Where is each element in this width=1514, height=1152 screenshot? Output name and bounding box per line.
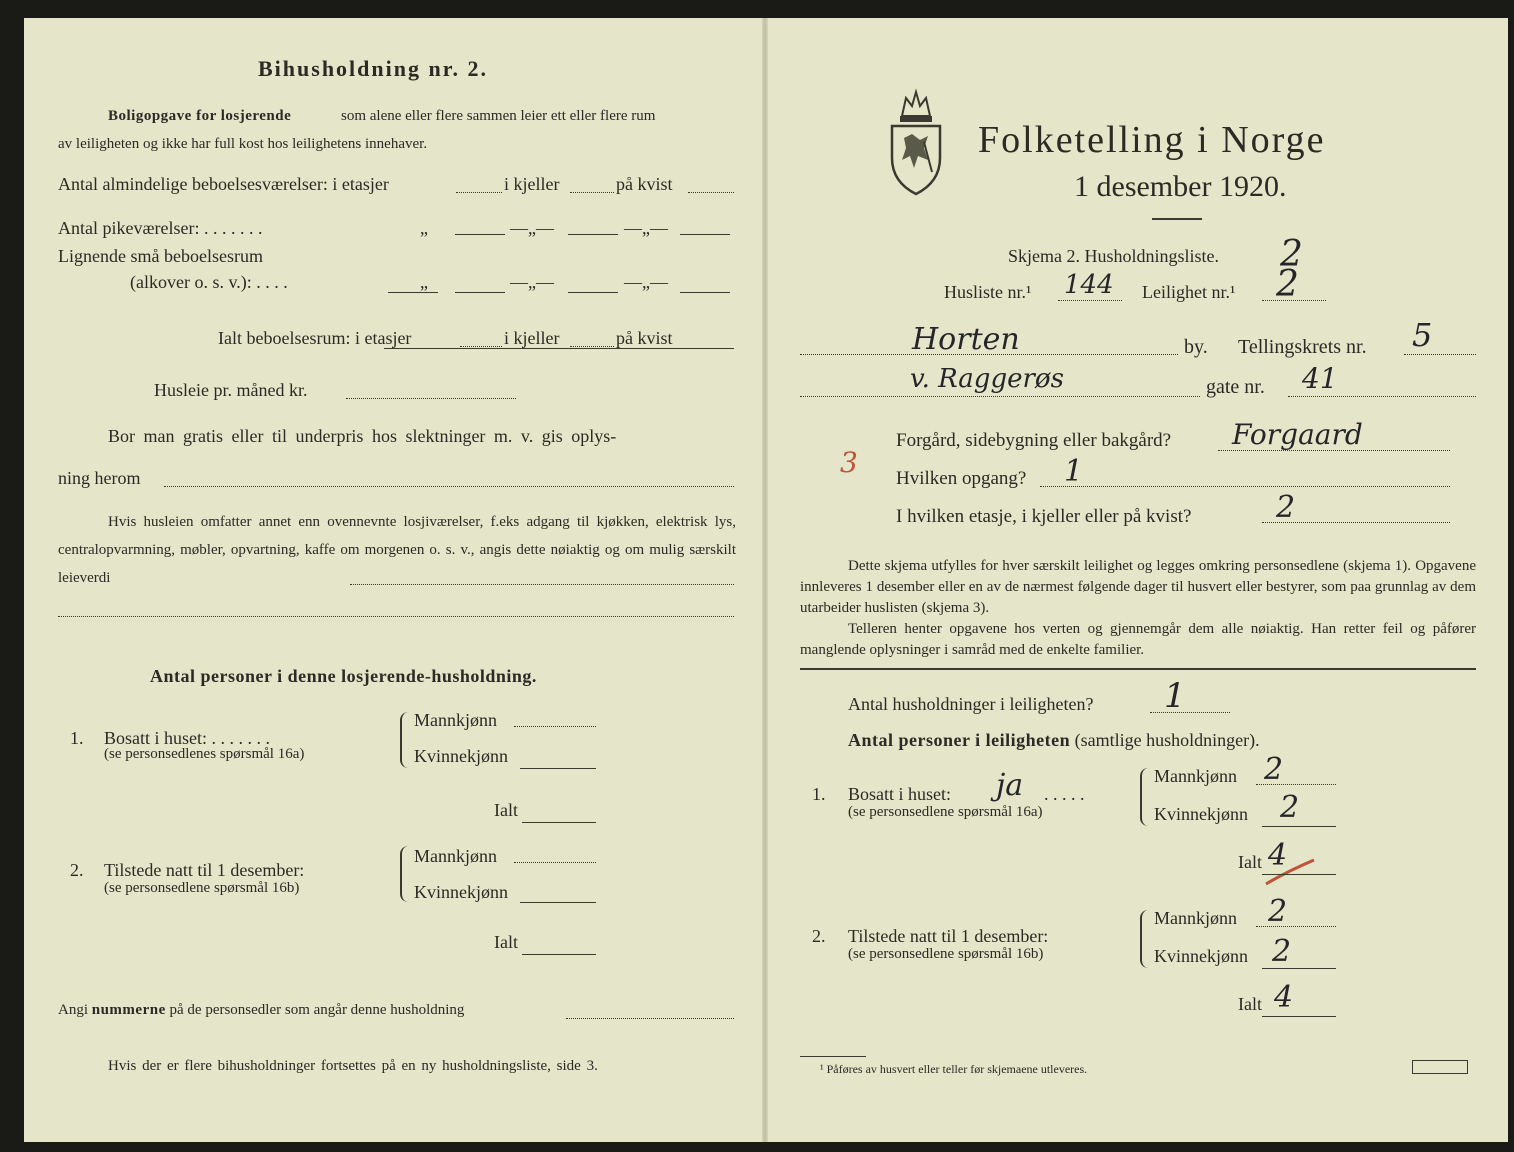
tellingskrets-field	[1404, 354, 1476, 355]
gate-field	[800, 396, 1200, 397]
right-q2-brace	[1140, 910, 1150, 968]
correction-strike-mark	[1262, 858, 1318, 888]
printer-stamp	[1412, 1060, 1468, 1074]
right-q2-sub: (se personsedlene spørsmål 16b)	[848, 946, 1044, 962]
census-date: 1 desember 1920.	[1074, 170, 1287, 203]
right-q2-ialt-field	[1262, 1016, 1336, 1017]
right-q1-dots: . . . . .	[1044, 784, 1085, 804]
rooms-kjeller-label: i kjeller	[504, 174, 560, 194]
opgang-value: 1	[1064, 454, 1084, 489]
angi-text-2: på de personsedler som angår denne husholdning	[169, 1002, 465, 1018]
right-q2-ialt-value: 4	[1274, 980, 1294, 1015]
rooms-kvist-field	[688, 192, 734, 193]
footnote: ¹ Påføres av husvert eller teller før skjemaene utleveres.	[820, 1062, 1088, 1076]
by-label: by.	[1184, 336, 1208, 358]
angi-text-1: Angi	[58, 1002, 88, 1018]
pike-field-1	[455, 234, 505, 235]
left-q2-number: 2.	[70, 860, 84, 880]
forgard-label: Forgård, sidebygning eller bakgård?	[896, 430, 1172, 451]
small-rooms-ditto: „	[420, 272, 428, 292]
right-q2-label: Tilstede natt til 1 desember:	[848, 926, 1049, 946]
rent-includes-field	[350, 584, 734, 585]
rooms-etasjer-field	[456, 192, 502, 193]
right-persons-heading	[848, 730, 1260, 751]
right-q1-sub: (se personsedlene spørsmål 16a)	[848, 804, 1043, 820]
rent-field	[346, 398, 516, 399]
etasje-value: 2	[1276, 490, 1296, 525]
page-fold	[762, 18, 768, 1142]
gate-nr-value: 41	[1302, 362, 1338, 395]
pike-ditto: „	[420, 218, 428, 238]
right-q2-kvinne: Kvinnekjønn	[1154, 946, 1248, 966]
right-q2-mann-field	[1256, 926, 1336, 927]
right-q1-kvinne-field	[1262, 826, 1336, 827]
by-value: Horten	[912, 322, 1020, 357]
gate-value: v. Raggerøs	[910, 364, 1064, 394]
right-q2-kvinne-field	[1262, 968, 1336, 969]
right-persons-heading-bold: Antal personer i leiligheten	[848, 730, 1071, 750]
small-rooms-ditto-3: —„—	[624, 272, 668, 292]
intro-bold: Boligopgave for losjerende	[108, 108, 292, 124]
left-q2-brace	[400, 846, 410, 902]
small-rooms-field-2	[568, 292, 618, 293]
left-footer: Hvis der er flere bihusholdninger fortsettes på en ny husholdningsliste, side 3.	[108, 1058, 598, 1074]
left-q1-label: Bosatt i huset: . . . . . . .	[104, 728, 270, 748]
ialt-kjeller-label: i kjeller	[504, 328, 560, 348]
small-rooms-field-3	[680, 292, 730, 293]
right-q1-mann: Mannkjønn	[1154, 766, 1237, 786]
rent-includes-field-2	[58, 616, 734, 617]
husliste-field	[1058, 300, 1122, 301]
left-q2-mann-field	[514, 862, 596, 863]
coat-of-arms-icon	[884, 86, 948, 198]
right-q2-mann-value: 2	[1268, 894, 1288, 929]
margin-mark: 3	[840, 446, 858, 479]
leilighet-label: Leilighet nr.¹	[1142, 282, 1236, 302]
husholdninger-value: 1	[1164, 676, 1186, 716]
right-q1-mann-value: 2	[1264, 752, 1284, 787]
left-q1-sub: (se personsedlenes spørsmål 16a)	[104, 746, 305, 762]
rooms-kvist-label: på kvist	[616, 174, 673, 194]
instructions-para-1: Dette skjema utfylles for hver særskilt leilighet og legges omkring personsedlene (skjema 1). Opgavene innleveres 1 desember eller en av de nærmest følgende dager til husvert eller bestyrer, som paa grunnlag av dem utarbeider huslisten (skjema 3).	[800, 558, 1476, 616]
right-q2-kvinne-value: 2	[1272, 934, 1292, 969]
rent-label: Husleie pr. måned kr.	[154, 380, 308, 400]
left-q1-number: 1.	[70, 728, 84, 748]
right-q1-kvinne: Kvinnekjønn	[1154, 804, 1248, 824]
etasje-label: I hvilken etasje, i kjeller eller på kvist?	[896, 506, 1192, 527]
husholdninger-label: Antal husholdninger i leiligheten?	[848, 694, 1094, 714]
right-q2-ialt: Ialt	[1238, 994, 1262, 1014]
gate-label: gate nr.	[1206, 376, 1265, 398]
pike-ditto-2: —„—	[510, 218, 554, 238]
husliste-value: 144	[1064, 270, 1114, 300]
small-rooms-field-0	[388, 292, 438, 293]
title-rule	[1152, 218, 1202, 220]
left-q2-ialt-field	[522, 954, 596, 955]
small-rooms-label-2: (alkover o. s. v.): . . . .	[130, 272, 288, 292]
left-q2-sub: (se personsedlene spørsmål 16b)	[104, 880, 300, 896]
skjema-label: Skjema 2. Husholdningsliste.	[1008, 246, 1219, 266]
right-q1-brace	[1140, 768, 1150, 826]
left-q1-ialt-field	[522, 822, 596, 823]
census-title: Folketelling i Norge	[978, 119, 1326, 161]
right-q1-mann-field	[1256, 784, 1336, 785]
ialt-etasjer-field	[460, 346, 502, 347]
small-rooms-ditto-2: —„—	[510, 272, 554, 292]
right-q1-ialt: Ialt	[1238, 852, 1262, 872]
tellingskrets-label: Tellingskrets nr.	[1238, 336, 1367, 358]
angi-field	[566, 1018, 734, 1019]
pike-field-3	[680, 234, 730, 235]
intro-rest: som alene eller flere sammen leier ett eller flere rum	[341, 108, 656, 124]
right-q1-handwritten: ja	[996, 768, 1024, 803]
husholdninger-field	[1150, 712, 1230, 713]
section-rule	[800, 668, 1476, 670]
tellingskrets-value: 5	[1412, 316, 1433, 354]
by-field	[800, 354, 1178, 355]
forgard-value: Forgaard	[1232, 418, 1363, 451]
gratis-field	[164, 486, 734, 487]
rooms-kjeller-field	[570, 192, 614, 193]
gratis-line-2: ning herom	[58, 468, 141, 488]
right-q1-number: 1.	[812, 784, 826, 804]
footnote-rule	[800, 1056, 866, 1057]
left-persons-heading: Antal personer i denne losjerende-husholdning.	[150, 666, 537, 686]
left-q1-mann-field	[514, 726, 596, 727]
left-q1-mann: Mannkjønn	[414, 710, 497, 730]
angi-label	[58, 1002, 464, 1019]
left-q1-brace	[400, 712, 410, 768]
right-q1-ialt-field	[1262, 874, 1336, 875]
opgang-field	[1040, 486, 1450, 487]
left-q2-kvinne: Kvinnekjønn	[414, 882, 508, 902]
right-q2-number: 2.	[812, 926, 826, 946]
pike-ditto-3: —„—	[624, 218, 668, 238]
leilighet-field	[1262, 300, 1326, 301]
etasje-field	[1262, 522, 1450, 523]
left-q1-kvinne: Kvinnekjønn	[414, 746, 508, 766]
left-q2-kvinne-field	[520, 902, 596, 903]
pike-field-2	[568, 234, 618, 235]
skjema-value: 2	[1280, 234, 1303, 275]
left-q2-mann: Mannkjønn	[414, 846, 497, 866]
small-rooms-field-1	[455, 292, 505, 293]
leilighet-value: 2	[1276, 264, 1299, 305]
right-q2-mann: Mannkjønn	[1154, 908, 1237, 928]
left-q1-kvinne-field	[520, 768, 596, 769]
gratis-line-1: Bor man gratis eller til underpris hos slektninger m. v. gis oplys-	[108, 426, 617, 446]
right-q1-ialt-value: 4	[1268, 838, 1288, 873]
forgard-field	[1218, 450, 1450, 451]
small-rooms-label-1: Lignende små beboelsesrum	[58, 246, 263, 266]
rent-includes-paragraph: Hvis husleien omfatter annet enn ovennevnte losjiværelser, f.eks adgang til kjøkken, elektrisk lys, centralopvarmning, møbler, opvartning, kaffe om morgenen o. s. v., angis dette nøiaktig og om mulig særskilt leieverdi	[58, 514, 736, 586]
right-persons-heading-rest: (samtlige husholdninger).	[1074, 730, 1260, 750]
gate-nr-field	[1288, 396, 1476, 397]
instructions-para-2: Telleren henter opgavene hos verten og gjennemgår dem alle nøiaktig. Han retter feil og påfører manglende oplysninger i samråd med de enkelte familier.	[800, 621, 1476, 658]
rooms-label: Antal almindelige beboelsesværelser: i etasjer	[58, 174, 389, 194]
angi-bold: nummerne	[91, 1002, 166, 1018]
ialt-kvist-label: på kvist	[616, 328, 673, 348]
right-q1-label: Bosatt i huset:	[848, 784, 951, 804]
ialt-rooms-label: Ialt beboelsesrum: i etasjer	[218, 328, 412, 348]
left-q1-ialt: Ialt	[494, 800, 518, 820]
left-q2-ialt: Ialt	[494, 932, 518, 952]
right-q1-kvinne-value: 2	[1280, 790, 1300, 825]
left-title: Bihusholdning nr. 2.	[258, 56, 488, 81]
pike-label: Antal pikeværelser: . . . . . . .	[58, 218, 263, 238]
husliste-label: Husliste nr.¹	[944, 282, 1032, 302]
intro-line2: av leiligheten og ikke har full kost hos leilighetens innehaver.	[58, 136, 428, 152]
ialt-kjeller-field	[570, 346, 614, 347]
opgang-label: Hvilken opgang?	[896, 468, 1027, 489]
left-q2-label: Tilstede natt til 1 desember:	[104, 860, 305, 880]
